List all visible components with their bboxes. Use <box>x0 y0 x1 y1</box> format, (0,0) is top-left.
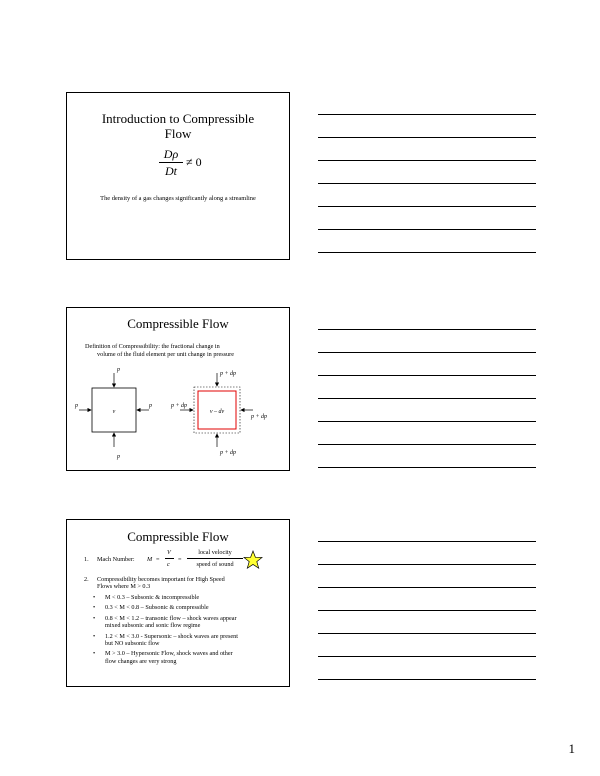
mach-fraction-bar-1 <box>165 558 174 559</box>
note-line <box>318 329 536 330</box>
slide-1-title-line2: Flow <box>164 126 192 141</box>
note-line <box>318 610 536 611</box>
note-line <box>318 633 536 634</box>
mach-velocity-symbol: V <box>167 549 171 556</box>
item-1-label: Mach Number: <box>97 556 135 563</box>
item-1-number: 1. <box>84 556 89 563</box>
note-line <box>318 587 536 588</box>
star-icon <box>243 550 263 570</box>
mach-equals-2: = <box>178 556 182 563</box>
dp-label-left: p + dp <box>171 403 188 409</box>
note-line <box>318 206 536 207</box>
pressure-label-top: p <box>117 367 120 373</box>
item-2-number: 2. <box>84 576 89 583</box>
note-line <box>318 375 536 376</box>
note-line <box>318 541 536 542</box>
note-line <box>318 160 536 161</box>
slide-2-title: Compressible Flow <box>127 316 229 331</box>
note-line <box>318 398 536 399</box>
note-line <box>318 564 536 565</box>
list-item: • 0.3 < M < 0.8 – Subsonic & compressible <box>91 604 243 611</box>
pressure-label-right: p <box>149 403 152 409</box>
slide-3 <box>66 519 290 687</box>
note-line <box>318 229 536 230</box>
note-line <box>318 114 536 115</box>
dp-label-bottom: p + dp <box>220 450 237 456</box>
slide-2 <box>66 307 290 471</box>
element-volume-label: v <box>112 409 116 415</box>
item-2-text <box>97 576 277 591</box>
list-item: • 1.2 < M < 3.0 - Supersonic – shock waves are present but NO subsonic flow <box>91 633 243 648</box>
note-line <box>318 467 536 468</box>
equation-rhs: ≠ 0 <box>186 155 202 169</box>
note-line <box>318 444 536 445</box>
equation-denominator: Dt <box>165 164 177 178</box>
pressure-label-left: p <box>75 403 78 409</box>
fraction-bar <box>159 162 183 163</box>
mach-denominator-text: speed of sound <box>196 561 234 568</box>
note-line <box>318 679 536 680</box>
item-2-line2: Flows where M > 0.3 <box>97 583 151 591</box>
slide-3-title: Compressible Flow <box>127 529 229 544</box>
mach-numerator-text: local velocity <box>198 549 232 556</box>
mach-symbol: M <box>147 556 153 563</box>
definition-line2: volume of the fluid element per unit change in pressure <box>97 351 234 358</box>
note-line <box>318 421 536 422</box>
compressed-volume-label: v – dv <box>209 409 225 415</box>
pressure-label-bottom: p <box>117 454 120 460</box>
note-line <box>318 656 536 657</box>
definition-line1: Definition of Compressibility: the fractional change in <box>85 343 220 350</box>
mach-equals-1: = <box>156 556 160 563</box>
mach-sound-symbol: c <box>167 561 170 568</box>
density-equation <box>159 147 209 181</box>
equation-numerator: Dρ <box>163 147 179 161</box>
page-number: 1 <box>568 741 575 756</box>
note-line <box>318 252 536 253</box>
note-line <box>318 352 536 353</box>
note-line <box>318 183 536 184</box>
dp-label-top: p + dp <box>220 371 237 377</box>
dp-label-right: p + dp <box>251 414 268 420</box>
mach-number-formula <box>147 549 247 573</box>
item-2-line1: Compressibility becomes important for High Speed <box>97 576 225 583</box>
slide-1-caption: The density of a gas changes significantly along a streamline <box>100 195 256 202</box>
compressibility-diagram <box>67 363 289 468</box>
list-item: • 0.8 < M < 1.2 – transonic flow – shock waves appear mixed subsonic and sonic flow regime <box>91 615 243 630</box>
mach-fraction-bar-2 <box>187 558 243 559</box>
slide-1 <box>66 92 290 260</box>
mach-regime-list <box>91 594 243 668</box>
slide-1-title-line1: Introduction to Compressible <box>101 111 255 126</box>
note-line <box>318 137 536 138</box>
list-item: • M > 3.0 – Hypersonic Flow, shock waves and other flow changes are very strong <box>91 650 243 665</box>
list-item: • M < 0.3 – Subsonic & incompressible <box>91 594 243 601</box>
